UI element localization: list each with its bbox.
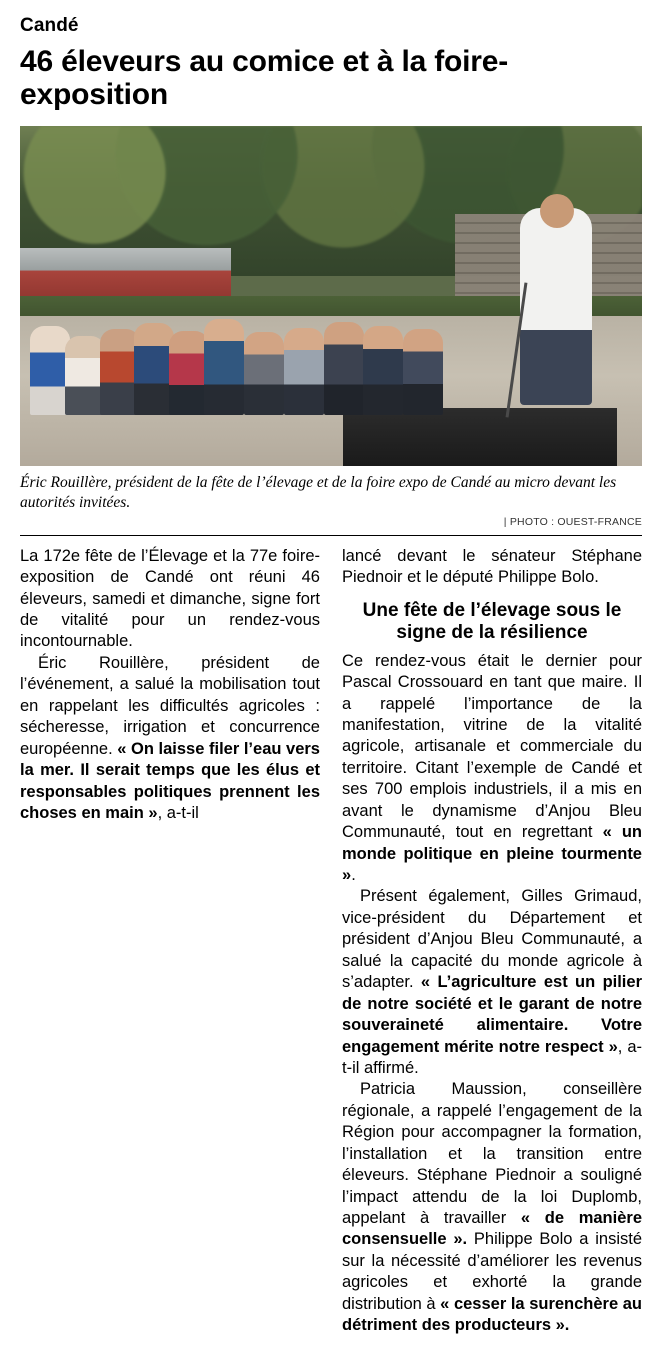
photo-person xyxy=(324,322,364,415)
paragraph-text: Éric Rouillère, président de l’événement, a salué la mobilisation tout en rappelant les difficultés agricoles : sécheresse, irrigation et concurrence européenne. xyxy=(20,653,320,758)
paragraph xyxy=(20,653,320,825)
pull-quote: « de manière consensuelle ». xyxy=(342,1209,642,1249)
column-right xyxy=(342,546,642,1337)
pull-quote: « cesser la surenchère au détriment des producteurs ». xyxy=(342,1294,643,1335)
paragraph-text: Patricia Maussion, conseillère régionale, a rappelé l’engagement de la Région pour accompagner la formation, l’installation et la transition entre éleveurs. Stéphane Piednoir a souligné l’impact attendu de la loi Duplomb, appelant à travailler xyxy=(342,1080,642,1228)
paragraph xyxy=(342,1079,642,1336)
quote-tail: , a-t-il affirmé. xyxy=(342,1037,642,1077)
pull-quote: « L’agriculture est un pilier de notre société et le garant de notre souveraineté alimentaire. Votre engagement mérite notre respect » xyxy=(342,973,642,1056)
pull-quote: « un monde politique en pleine tourmente » xyxy=(342,823,643,885)
section-kicker: Candé xyxy=(20,15,79,36)
photo-caption: Éric Rouillère, président de la fête de l’élevage et de la foire expo de Candé au micro devant les autorités invitées. xyxy=(20,474,617,511)
paragraph xyxy=(342,886,642,1079)
paragraph: La 172e fête de l’Élevage et la 77e foire-exposition de Candé ont réuni 46 éleveurs, samedi et dimanche, signe fort de vitalité pour un rendez-vous incontournable. xyxy=(20,546,320,651)
paragraph-text: Présent également, Gilles Grimaud, vice-président du Département et président d’Anjou Bleu Communauté, a salué la capacité du monde agricole à s’adapter. xyxy=(342,887,642,992)
photo-person xyxy=(65,336,105,416)
paragraph-text: Philippe Bolo a insisté sur la nécessité d’améliorer les revenus agricoles et exhorté la grande distribution à xyxy=(342,1230,642,1313)
paragraph-text: Ce rendez-vous était le dernier pour Pascal Crossouard en tant que maire. Il a rappelé l’importance de la manifestation, vitrine de la vitalité agricole, artisanale et commerciale du territoire. Citant l’exemple de Candé et ses 700 emplois industriels, il a mis en avant le dynamisme d’Anjou Bleu Communauté, tout en regrettant xyxy=(342,651,642,842)
photo-stage xyxy=(343,408,617,466)
photo-person xyxy=(403,329,443,415)
comice-photo xyxy=(20,126,642,466)
paragraph: lancé devant le sénateur Stéphane Piednoir et le député Philippe Bolo. xyxy=(342,546,642,587)
photo-crowd xyxy=(20,262,518,415)
section-subheading: Une fête de l’élevage sous le signe de la résilience xyxy=(362,599,622,643)
quote-tail: , a-t-il xyxy=(157,803,199,822)
article-body xyxy=(20,546,642,1337)
photo-person xyxy=(244,332,284,415)
photo-person xyxy=(204,319,244,415)
photo-credit: | PHOTO : OUEST-FRANCE xyxy=(503,515,642,528)
photo-speaker-head xyxy=(540,194,574,228)
photo-person xyxy=(363,326,403,415)
page-title: 46 éleveurs au comice et à la foire-exposition xyxy=(20,44,509,112)
photo-person xyxy=(284,328,324,415)
column-left xyxy=(20,546,320,1337)
divider xyxy=(20,535,642,536)
pull-quote: « On laisse filer l’eau vers la mer. Il serait temps que les élus et responsables politiques prennent les choses en main » xyxy=(20,739,320,822)
photo-person xyxy=(30,326,70,415)
quote-tail: . xyxy=(351,866,356,885)
paragraph xyxy=(342,651,642,887)
photo-speaker xyxy=(520,208,592,405)
